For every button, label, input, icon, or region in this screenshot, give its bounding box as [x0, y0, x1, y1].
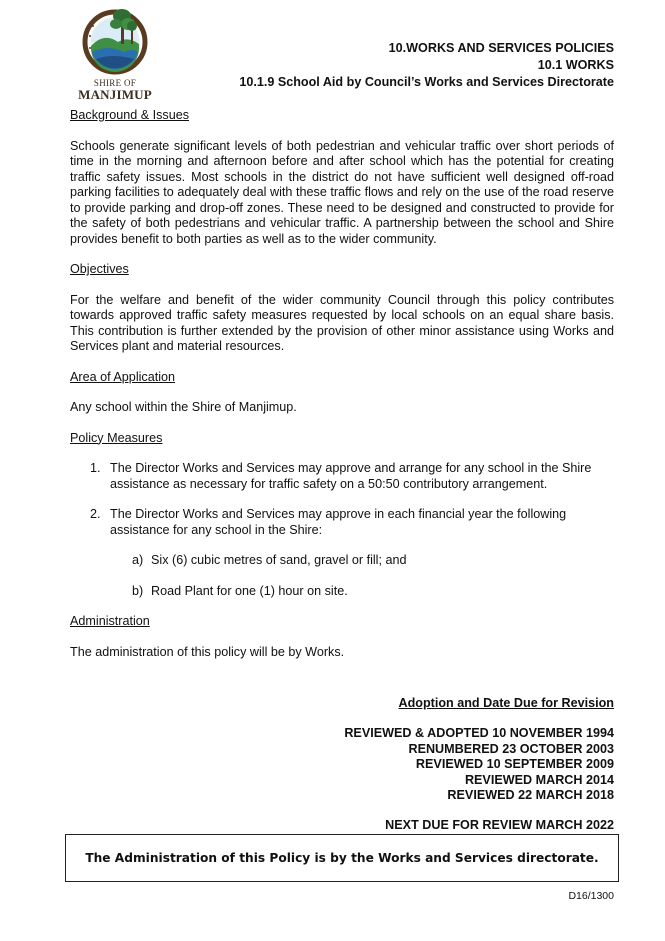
list-item-text: The Director Works and Services may approve in each financial year the following assistance for any school in the Shire:: [110, 507, 567, 537]
list-item-text: Six (6) cubic metres of sand, gravel or fill; and: [151, 553, 407, 567]
list-item: [70, 507, 614, 538]
list-item-letter: b): [132, 583, 144, 598]
list-item: [70, 584, 614, 600]
background-text: Schools generate significant levels of both pedestrian and vehicular traffic over short periods of time in the morning and afternoon before and after school which has the potential for creating traffic safety issues. Most schools in the district do not have sufficient well designed off-road parking facilities to adequately deal with these traffic flows and rely on the use of the road reserve to provide parking and drop-off zones. These need to be designed and constructed to provide for the safety of both pedestrians and vehicular traffic. A partnership between the school and Shire provides benefit to both parties as well as to the wider community.: [70, 138, 614, 246]
document-reference: D16/1300: [568, 890, 614, 902]
revision-line: RENUMBERED 23 OCTOBER 2003: [408, 741, 614, 756]
revision-line: REVIEWED & ADOPTED 10 NOVEMBER 1994: [344, 726, 614, 741]
administration-notice-text: The Administration of this Policy is by the Works and Services directorate.: [85, 851, 599, 865]
administration-notice-box: [65, 834, 619, 882]
list-item-letter: a): [132, 553, 144, 567]
header-line-policy-title: 10.1.9 School Aid by Council’s Works and Services Directorate: [239, 75, 614, 89]
list-item: [70, 553, 614, 569]
revision-block: [344, 696, 614, 834]
header-line-policies: 10.WORKS AND SERVICES POLICIES: [388, 41, 614, 55]
policy-header: [239, 40, 614, 91]
logo-name: MANJIMUP: [78, 87, 152, 102]
list-item-text: Road Plant for one (1) hour on site.: [151, 583, 348, 598]
assistance-list: [70, 553, 614, 599]
measures-list: [70, 461, 614, 538]
shire-emblem-icon: [72, 2, 158, 78]
list-item-number: 2.: [90, 507, 101, 521]
measures-heading: Policy Measures: [70, 430, 163, 445]
revision-line: REVIEWED 22 MARCH 2018: [447, 788, 614, 803]
background-heading: Background & Issues: [70, 108, 190, 122]
administration-text: The administration of this policy will be by Works.: [70, 644, 345, 659]
shire-logo: [72, 2, 158, 102]
revision-title: Adoption and Date Due for Revision: [398, 696, 614, 710]
list-item-text: The Director Works and Services may approve and arrange for any school in the Shire assistance as necessary for traffic safety on a 50:50 contributory arrangement.: [110, 461, 592, 491]
header-line-works: 10.1 WORKS: [537, 58, 614, 72]
revision-line: REVIEWED 10 SEPTEMBER 2009: [415, 757, 614, 772]
administration-heading: Administration: [70, 614, 150, 628]
logo-tagline: SHIRE OF: [93, 78, 137, 88]
revision-line: REVIEWED MARCH 2014: [464, 772, 614, 787]
next-review-date: NEXT DUE FOR REVIEW MARCH 2022: [385, 818, 614, 833]
area-heading: Area of Application: [70, 369, 176, 384]
objectives-heading: Objectives: [70, 262, 129, 276]
policy-content: [70, 108, 614, 675]
area-text: Any school within the Shire of Manjimup.: [70, 400, 297, 414]
list-item-number: 1.: [90, 461, 101, 475]
objectives-text: For the welfare and benefit of the wider community Council through this policy contributes towards approved traffic safety measures requested by local schools on an equal share basis. This contribution is further extended by the provision of other minor assistance using Works and Services plant and material resources.: [70, 292, 614, 353]
list-item: [70, 461, 614, 492]
